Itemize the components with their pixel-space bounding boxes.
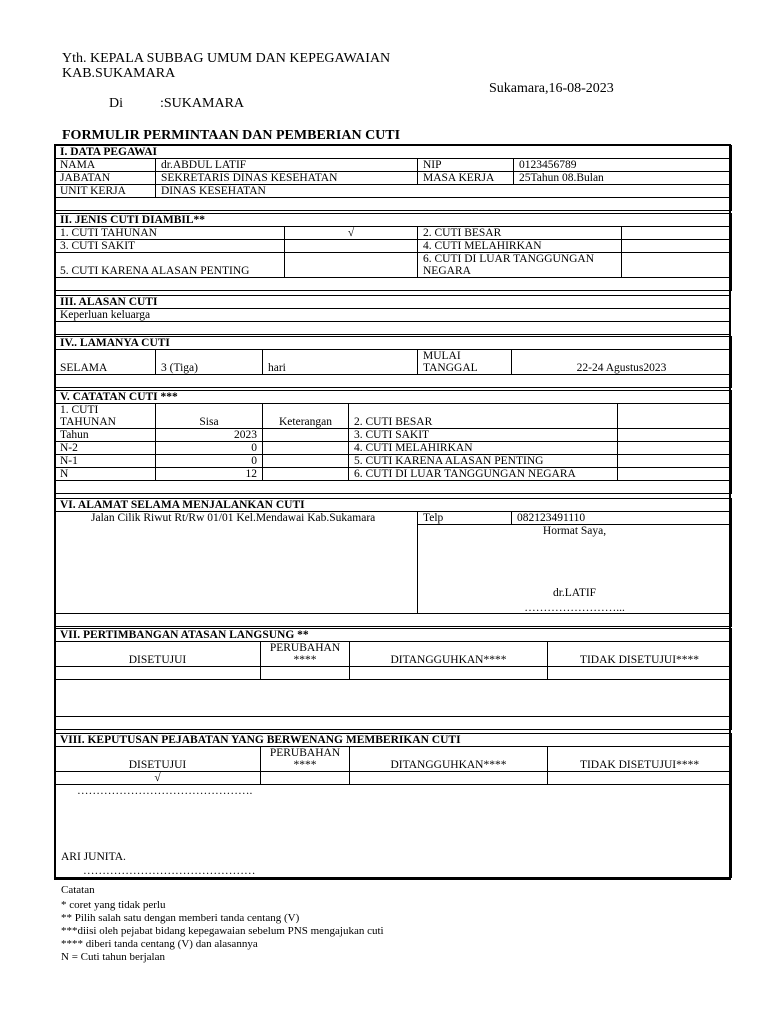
- cuti-tahunan-label: 1. CUTI TAHUNAN: [55, 227, 285, 240]
- row-cuti: 4. CUTI MELAHIRKAN: [349, 442, 618, 455]
- row-cuti-value: [618, 455, 732, 468]
- cuti-alasan-penting-check: [285, 253, 418, 278]
- signature-dots: ……………………...: [524, 602, 625, 614]
- row-label: N-2: [55, 442, 156, 455]
- section-alamat: [54, 498, 732, 627]
- keterangan-header: Keterangan: [263, 404, 349, 429]
- tanggal-value: 22-24 Agustus2023: [512, 350, 732, 375]
- row-cuti-value: [618, 429, 732, 442]
- spacer-row: [55, 375, 732, 388]
- telp-value: 082123491110: [512, 512, 732, 525]
- row-sisa: 0: [156, 442, 263, 455]
- cuti-melahirkan-label: 4. CUTI MELAHIRKAN: [418, 240, 622, 253]
- perubahan-header: PERUBAHAN ****: [261, 747, 350, 772]
- disetujui-check: [55, 667, 261, 680]
- section-title: V. CATATAN CUTI ***: [55, 391, 732, 404]
- spacer-row: [55, 198, 732, 211]
- disetujui-header: DISETUJUI: [55, 747, 261, 772]
- note-4: **** diberi tanda centang (V) dan alasannya: [61, 938, 258, 950]
- section-title: IV.. LAMANYA CUTI: [55, 337, 732, 350]
- row-sisa: 2023: [156, 429, 263, 442]
- row-label: N-1: [55, 455, 156, 468]
- telp-label: Telp: [418, 512, 512, 525]
- durasi-value: 3 (Tiga): [156, 350, 263, 375]
- spacer-row: [55, 717, 732, 730]
- di-label: Di: [109, 96, 123, 111]
- alasan-value: Keperluan keluarga: [55, 309, 731, 322]
- row-keterangan: [263, 442, 349, 455]
- cuti-alasan-penting-label: 5. CUTI KARENA ALASAN PENTING: [55, 253, 285, 278]
- disetujui-check: √: [55, 772, 261, 785]
- jabatan-label: JABATAN: [55, 172, 156, 185]
- ditangguhkan-header: DITANGGUHKAN****: [350, 747, 548, 772]
- section-title: VI. ALAMAT SELAMA MENJALANKAN CUTI: [55, 499, 732, 512]
- section-title: VII. PERTIMBANGAN ATASAN LANGSUNG **: [55, 629, 732, 642]
- tidak-disetujui-header: TIDAK DISETUJUI****: [548, 642, 732, 667]
- signer-name: ARI JUNITA.: [61, 851, 126, 863]
- cuti-melahirkan-check: [622, 240, 732, 253]
- signer-name: dr.LATIF: [552, 587, 597, 599]
- sisa-header: Sisa: [156, 404, 263, 429]
- nip-label: NIP: [418, 159, 514, 172]
- section-lamanya-cuti: [54, 336, 732, 388]
- unit-kerja-value: DINAS KESEHATAN: [156, 185, 732, 198]
- perubahan-header: PERUBAHAN ****: [261, 642, 350, 667]
- di-value: :SUKAMARA: [160, 96, 245, 111]
- notes-title: Catatan: [61, 884, 95, 896]
- cuti-sakit-check: [285, 240, 418, 253]
- notes: [61, 884, 384, 964]
- row-cuti: 3. CUTI SAKIT: [349, 429, 618, 442]
- section-keputusan: [54, 733, 732, 878]
- nama-label: NAMA: [55, 159, 156, 172]
- masa-kerja-label: MASA KERJA: [418, 172, 514, 185]
- signature-box: [418, 525, 732, 614]
- spacer-row: [55, 278, 732, 291]
- perubahan-check: [261, 667, 350, 680]
- masa-kerja-value: 25Tahun 08.Bulan: [514, 172, 732, 185]
- ditangguhkan-check: [350, 772, 548, 785]
- row-keterangan: [263, 429, 349, 442]
- recipient-line-1: Yth. KEPALA SUBBAG UMUM DAN KEPEGAWAIAN: [62, 51, 391, 66]
- row-keterangan: [263, 455, 349, 468]
- unit-kerja-label: UNIT KERJA: [55, 185, 156, 198]
- durasi-unit: hari: [263, 350, 418, 375]
- note-2: ** Pilih salah satu dengan memberi tanda centang (V): [61, 912, 300, 924]
- spacer-row: [55, 322, 731, 335]
- cuti-besar-check: [622, 227, 732, 240]
- ditangguhkan-check: [350, 667, 548, 680]
- ditangguhkan-header: DITANGGUHKAN****: [350, 642, 548, 667]
- row-cuti-value: [618, 442, 732, 455]
- row-label: Tahun: [55, 429, 156, 442]
- signature-dots-top: ……………………………………….: [77, 785, 253, 797]
- section-title: III. ALASAN CUTI: [55, 296, 731, 309]
- section-title: I. DATA PEGAWAI: [55, 146, 732, 159]
- section-pertimbangan: [54, 628, 732, 730]
- cuti-luar-tanggungan-label: 6. CUTI DI LUAR TANGGUNGAN NEGARA: [418, 253, 622, 278]
- signature-area: [55, 785, 732, 878]
- signature-area: [55, 680, 732, 717]
- row-sisa: 12: [156, 468, 263, 481]
- section-title: VIII. KEPUTUSAN PEJABATAN YANG BERWENANG MEMBERIKAN CUTI: [55, 734, 732, 747]
- section-alasan-cuti: [54, 295, 731, 335]
- section-catatan-cuti: [54, 390, 732, 494]
- recipient-line-2: KAB.SUKAMARA: [62, 66, 176, 81]
- cuti-tahunan-header: 1. CUTI TAHUNAN: [55, 404, 156, 429]
- cuti-luar-tanggungan-check: [622, 253, 732, 278]
- place-date: Sukamara,16-08-2023: [489, 81, 614, 96]
- mulai-tanggal-label: MULAI TANGGAL: [418, 350, 512, 375]
- note-1: * coret yang tidak perlu: [61, 899, 166, 911]
- cuti-besar-value: [618, 404, 732, 429]
- spacer-row: [55, 614, 732, 627]
- spacer-row: [55, 481, 732, 494]
- cuti-besar-label: 2. CUTI BESAR: [349, 404, 618, 429]
- cuti-tahunan-check: √: [285, 227, 418, 240]
- row-cuti: 5. CUTI KARENA ALASAN PENTING: [349, 455, 618, 468]
- cuti-sakit-label: 3. CUTI SAKIT: [55, 240, 285, 253]
- row-sisa: 0: [156, 455, 263, 468]
- nip-value: 0123456789: [514, 159, 732, 172]
- section-data-pegawai: [54, 145, 732, 211]
- nama-value: dr.ABDUL LATIF: [156, 159, 418, 172]
- note-3: ***diisi oleh pejabat bidang kepegawaian sebelum PNS mengajukan cuti: [61, 925, 384, 937]
- note-5: N = Cuti tahun berjalan: [61, 951, 165, 963]
- tidak-disetujui-header: TIDAK DISETUJUI****: [548, 747, 732, 772]
- perubahan-check: [261, 772, 350, 785]
- alamat-value: Jalan Cilik Riwut Rt/Rw 01/01 Kel.Mendawai Kab.Sukamara: [55, 512, 418, 614]
- row-label: N: [55, 468, 156, 481]
- jabatan-value: SEKRETARIS DINAS KESEHATAN: [156, 172, 418, 185]
- hormat-saya: Hormat Saya,: [542, 525, 607, 537]
- disetujui-header: DISETUJUI: [55, 642, 261, 667]
- section-jenis-cuti: [54, 213, 732, 291]
- row-keterangan: [263, 468, 349, 481]
- section-title: II. JENIS CUTI DIAMBIL**: [55, 214, 732, 227]
- selama-label: SELAMA: [55, 350, 156, 375]
- cuti-besar-label: 2. CUTI BESAR: [418, 227, 622, 240]
- form-title: FORMULIR PERMINTAAN DAN PEMBERIAN CUTI: [62, 128, 401, 143]
- row-cuti-value: [618, 468, 732, 481]
- tidak-disetujui-check: [548, 772, 732, 785]
- signature-dots-bottom: ………………………………………: [83, 865, 256, 877]
- row-cuti: 6. CUTI DI LUAR TANGGUNGAN NEGARA: [349, 468, 618, 481]
- tidak-disetujui-check: [548, 667, 732, 680]
